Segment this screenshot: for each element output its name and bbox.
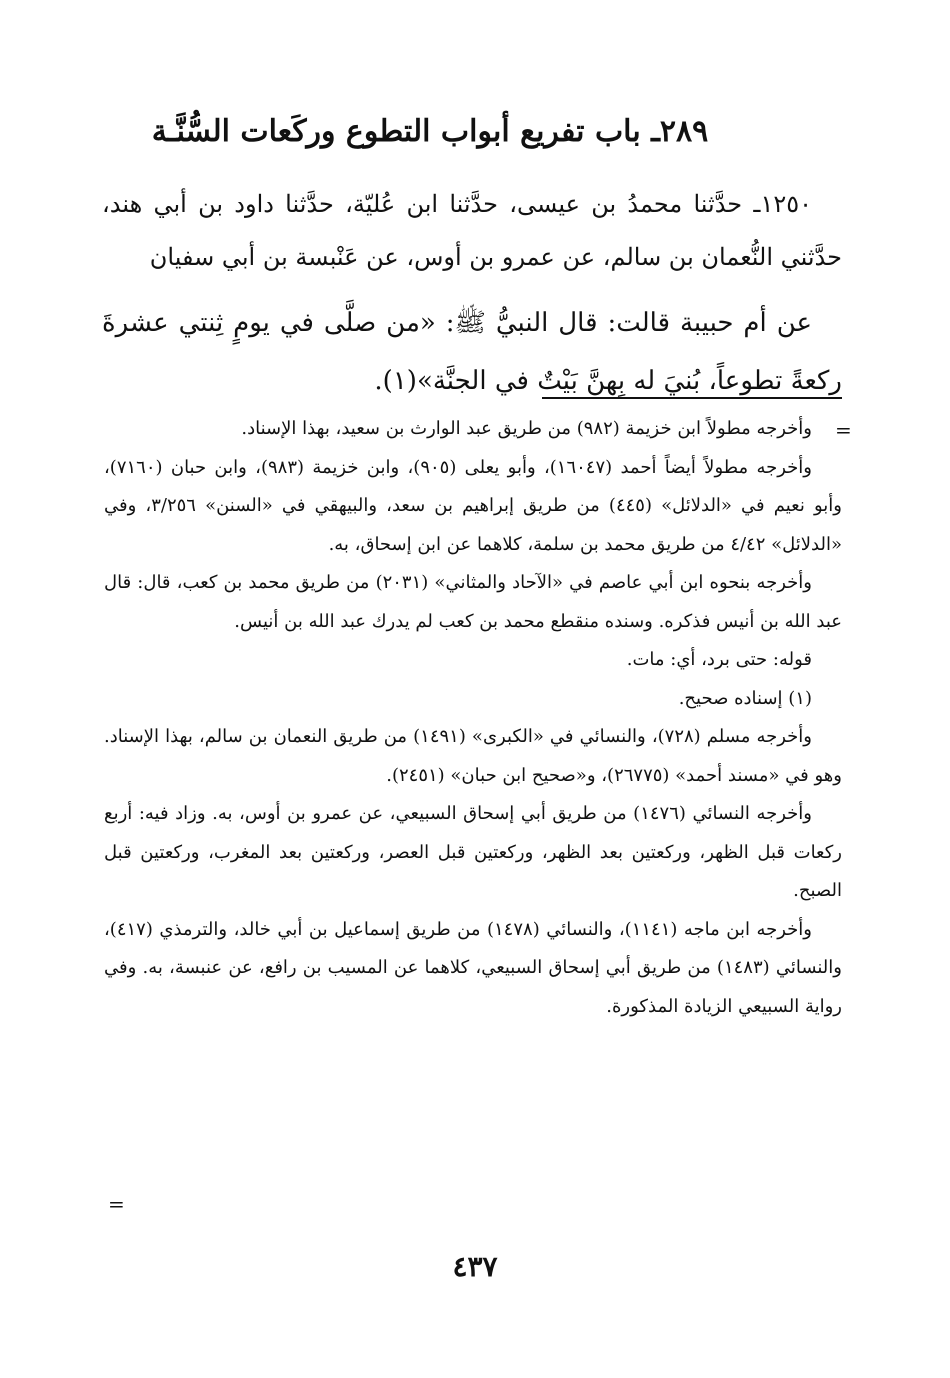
- chapter-title: ٢٨٩ـ باب تفريع أبواب التطوع وركَعات السُّنَّـة: [151, 114, 709, 149]
- footnote-paragraph: وأخرجه مسلم (٧٢٨)، والنسائي في «الكبرى» (١٤٩١) من طريق النعمان بن سالم، بهذا الإسناد. وهو في «مسند أحمد» (٢٦٧٧٥)، و«صحيح ابن حبان» (٢٤٥١).: [104, 726, 842, 786]
- footnotes: [104, 410, 842, 1026]
- footnote-paragraph: وأخرجه ابن ماجه (١١٤١)، والنسائي (١٤٧٨) من طريق إسماعيل بن أبي خالد، والترمذي (٤١٧)، والنسائي (١٤٨٣) من طريق أبي إسحاق السبيعي، كلاهما عن المسيب بن رافع، عن عنبسة، به. وفي رواية السبيعي الزيادة المذكورة.: [104, 918, 842, 1017]
- hadith-chain: ١٢٥٠ـ حدَّثنا محمدُ بن عيسى، حدَّثنا ابن عُليّة، حدَّثنا داود بن أبي هند، حدَّثني النُّعمان بن سالم، عن عمرو بن أوس، عن عَنْبسة بن أبي سفيان: [102, 190, 842, 271]
- hadith-matn: عن أم حبيبة قالت: قال النبيُّ ﷺ: «من صلَّى في يومٍ ثِنتي عشرةَ ركعةً تطوعاً، بُنيَ له بِهنَّ بَيْتٌ في الجنَّة»(١).: [102, 308, 842, 396]
- hadith-text: [102, 178, 842, 410]
- continuation-marker-top: =: [835, 418, 852, 442]
- footnote-divider: [542, 397, 842, 399]
- footnote-paragraph: وأخرجه بنحوه ابن أبي عاصم في «الآحاد والمثاني» (٢٠٣١) من طريق محمد بن كعب، قال: قال عبد الله بن أنيس فذكره. وسنده منقطع محمد بن كعب لم يدرك عبد الله بن أنيس.: [104, 572, 842, 632]
- footnote-paragraph: قوله: حتى برد، أي: مات.: [626, 649, 812, 670]
- footnote-paragraph: وأخرجه مطولاً أيضاً أحمد (١٦٠٤٧)، وأبو يعلى (٩٠٥)، وابن خزيمة (٩٨٣)، وابن حبان (٧١٦٠)، وأبو نعيم في «الدلائل» (٤٤٥) من طريق إبراهيم بن سعد، والبيهقي في «السنن» ٣/٢٥٦، وفي «الدلائل» ٤/٤٢ من طريق محمد بن سلمة، كلاهما عن ابن إسحاق، به.: [104, 456, 842, 555]
- footnote-paragraph: وأخرجه مطولاً ابن خزيمة (٩٨٢) من طريق عبد الوارث بن سعيد، بهذا الإسناد.: [241, 418, 812, 439]
- continuation-marker-bottom: =: [108, 1192, 125, 1216]
- footnote-paragraph: وأخرجه النسائي (١٤٧٦) من طريق أبي إسحاق السبيعي، عن عمرو بن أوس، به. وزاد فيه: أربع ركعات قبل الظهر، وركعتين بعد الظهر، وركعتين قبل العصر، وركعتين بعد المغرب، وركعتين قبل الصبح.: [104, 803, 842, 901]
- page-number: ٤٣٧: [452, 1250, 498, 1283]
- footnote-paragraph: (١) إسناده صحيح.: [678, 687, 812, 709]
